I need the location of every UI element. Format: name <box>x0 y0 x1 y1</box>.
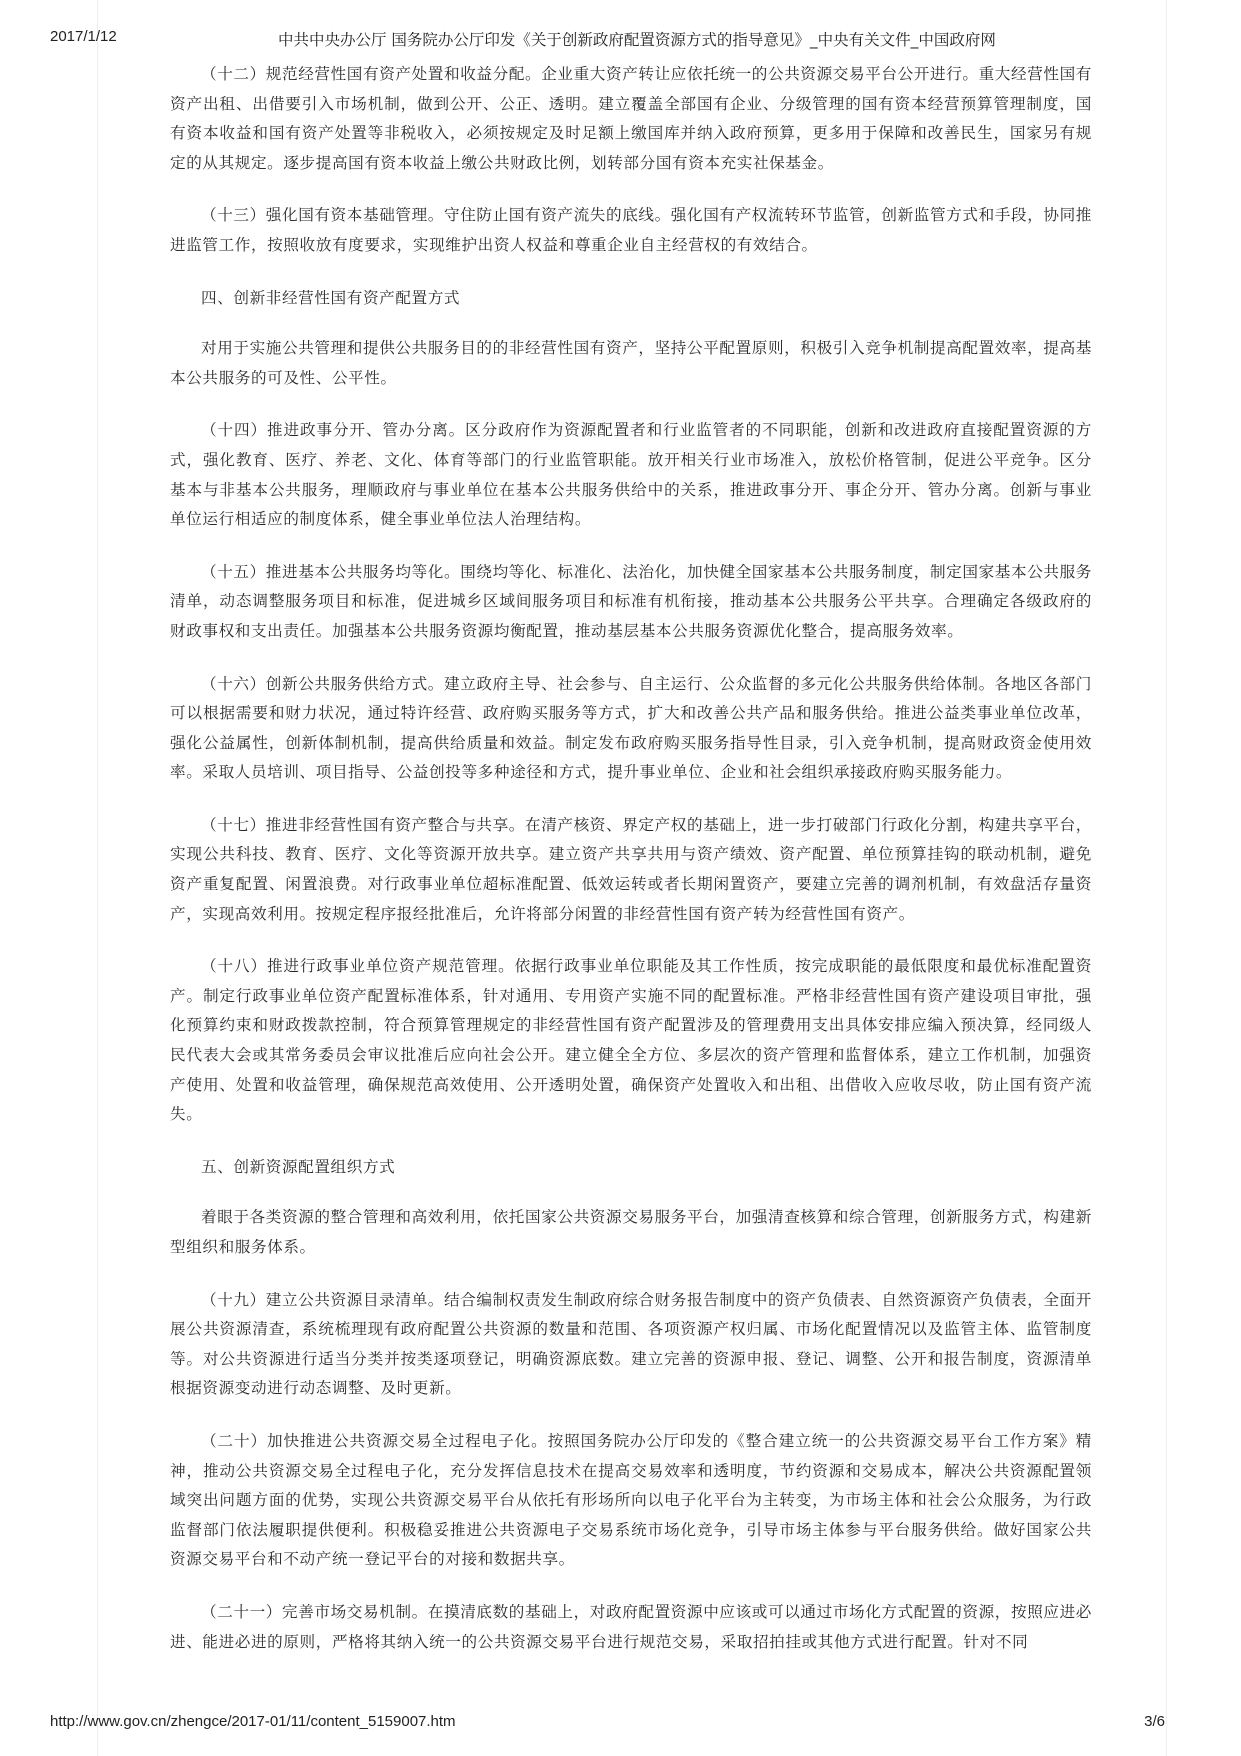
page-right-rule <box>1166 0 1167 1756</box>
footer-page-number: 3/6 <box>1144 1713 1165 1730</box>
paragraph-19: （十九）建立公共资源目录清单。结合编制权责发生制政府综合财务报告制度中的资产负债表、自然资源资产负债表，全面开展公共资源清查，系统梳理现有政府配置公共资源的数量和范围、各项资源产权归属、市场化配置情况以及监管主体、监管制度等。对公共资源进行适当分类并按类逐项登记，明确资源底数。建立完善的资源申报、登记、调整、公开和报告制度，资源清单根据资源变动进行动态调整、及时更新。 <box>170 1290 1092 1398</box>
paragraph-16: （十六）创新公共服务供给方式。建立政府主导、社会参与、自主运行、公众监督的多元化公共服务供给体制。各地区各部门可以根据需要和财力状况，通过特许经营、政府购买服务等方式，扩大和改善公共产品和服务供给。推进公益类事业单位改革，强化公益属性，创新体制机制，提高供给质量和效益。制定发布政府购买服务指导性目录，引入竞争机制，提高财政资金使用效率。采取人员培训、项目指导、公益创投等多种途径和方式，提升事业单位、企业和社会组织承接政府购买服务能力。 <box>170 674 1092 782</box>
header-title: 中共中央办公厅 国务院办公厅印发《关于创新政府配置资源方式的指导意见》_中央有关文件_中国政府网 <box>278 31 996 49</box>
page-left-rule <box>97 0 98 1756</box>
section-intro-5: 着眼于各类资源的整合管理和高效利用，依托国家公共资源交易服务平台，加强清查核算和综合管理，创新服务方式，构建新型组织和服务体系。 <box>170 1208 1092 1256</box>
footer-url-link[interactable]: http://www.gov.cn/zhengce/2017-01/11/content_5159007.htm <box>50 1713 456 1730</box>
paragraph-20: （二十）加快推进公共资源交易全过程电子化。按照国务院办公厅印发的《整合建立统一的公共资源交易平台工作方案》精神，推动公共资源交易全过程电子化，充分发挥信息技术在提高交易效率和透明度，节约资源和交易成本，解决公共资源配置领域突出问题方面的优势，实现公共资源交易平台从依托有形场所向以电子化平台为主转变，为市场主体和社会公众服务，为行政监督部门依法履职提供便利。积极稳妥推进公共资源电子交易系统市场化竞争，引导市场主体参与平台服务供给。做好国家公共资源交易平台和不动产统一登记平台的对接和数据共享。 <box>170 1431 1092 1569</box>
paragraph-13: （十三）强化国有资本基础管理。守住防止国有资产流失的底线。强化国有产权流转环节监管，创新监管方式和手段，协同推进监管工作，按照收放有度要求，实现维护出资人权益和尊重企业自主经营权的有效结合。 <box>170 206 1092 254</box>
header-date: 2017/1/12 <box>50 28 117 45</box>
paragraph-14: （十四）推进政事分开、管办分离。区分政府作为资源配置者和行业监管者的不同职能，创新和改进政府直接配置资源的方式，强化教育、医疗、养老、文化、体育等部门的行业监管职能。放开相关行业市场准入，放松价格管制，促进公平竞争。区分基本与非基本公共服务，理顺政府与事业单位在基本公共服务供给中的关系，推进政事分开、事企分开、管办分离。创新与事业单位运行相适应的制度体系，健全事业单位法人治理结构。 <box>170 421 1092 529</box>
paragraph-15: （十五）推进基本公共服务均等化。围绕均等化、标准化、法治化，加快健全国家基本公共服务制度，制定国家基本公共服务清单，动态调整服务项目和标准，促进城乡区域间服务项目和标准有机衔接，推动基本公共服务公平共享。合理确定各级政府的财政事权和支出责任。加强基本公共服务资源均衡配置，推动基层基本公共服务资源优化整合，提高服务效率。 <box>170 562 1092 640</box>
section-heading-4: 四、创新非经营性国有资产配置方式 <box>201 288 461 307</box>
paragraph-12: （十二）规范经营性国有资产处置和收益分配。企业重大资产转让应依托统一的公共资源交易平台公开进行。重大经营性国有资产出租、出借要引入市场机制，做到公开、公正、透明。建立覆盖全部国有企业、分级管理的国有资本经营预算管理制度，国有资本收益和国有资产处置等非税收入，必须按规定及时足额上缴国库并纳入政府预算，更多用于保障和改善民生，国家另有规定的从其规定。逐步提高国有资本收益上缴公共财政比例，划转部分国有资本充实社保基金。 <box>170 65 1092 172</box>
section-heading-5: 五、创新资源配置组织方式 <box>201 1157 396 1176</box>
paragraph-21: （二十一）完善市场交易机制。在摸清底数的基础上，对政府配置资源中应该或可以通过市场化方式配置的资源，按照应进必进、能进必进的原则，严格将其纳入统一的公共资源交易平台进行规范交易，采取招拍挂或其他方式进行配置。针对不同 <box>170 1602 1092 1651</box>
paragraph-18: （十八）推进行政事业单位资产规范管理。依据行政事业单位职能及其工作性质，按完成职能的最低限度和最优标准配置资产。制定行政事业单位资产配置标准体系，针对通用、专用资产实施不同的配置标准。严格非经营性国有资产建设项目审批，强化预算约束和财政拨款控制，符合预算管理规定的非经营性国有资产配置涉及的管理费用支出具体安排应编入预决算，经同级人民代表大会或其常务委员会审议批准后应向社会公开。建立健全全方位、多层次的资产管理和监督体系，建立工作机制，加强资产使用、处置和收益管理，确保规范高效使用、公开透明处置，确保资产处置收入和出租、出借收入应收尽收，防止国有资产流失。 <box>170 957 1092 1124</box>
paragraph-17: （十七）推进非经营性国有资产整合与共享。在清产核资、界定产权的基础上，进一步打破部门行政化分割，构建共享平台，实现公共科技、教育、医疗、文化等资源开放共享。建立资产共享共用与资产绩效、资产配置、单位预算挂钩的联动机制，避免资产重复配置、闲置浪费。对行政事业单位超标准配置、低效运转或者长期闲置资产，要建立完善的调剂机制，有效盘活存量资产，实现高效利用。按规定程序报经批准后，允许将部分闲置的非经营性国有资产转为经营性国有资产。 <box>170 815 1092 923</box>
document-body <box>170 60 1092 1680</box>
section-intro-4: 对用于实施公共管理和提供公共服务目的的非经营性国有资产，坚持公平配置原则，积极引入竞争机制提高配置效率，提高基本公共服务的可及性、公平性。 <box>170 339 1092 387</box>
